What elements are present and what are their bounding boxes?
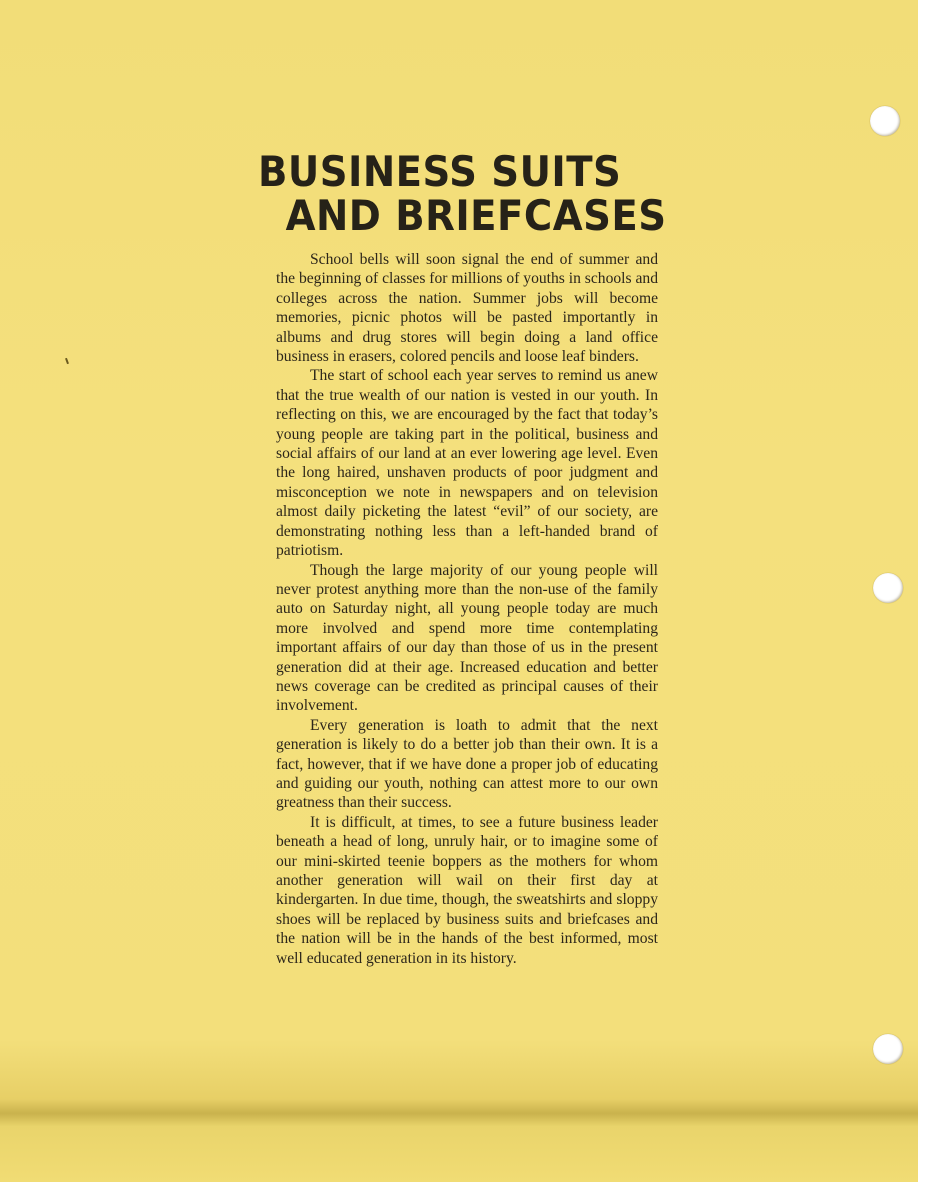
article-paragraph: Every generation is loath to admit that the next generation is likely to do a better job than their own. It is a fact, however, that if we have done a proper job of educating and guiding our youth, nothing can attest more to our own greatness than their success. — [276, 716, 658, 812]
article-paragraph: School bells will soon signal the end of summer and the beginning of classes for millions of youths in schools and colleges across the nation. Summer jobs will become memories, picnic photos will be pasted importantly in albums and drug stores will begin doing a land office business in erasers, colored pencils and loose leaf binders. — [276, 251, 659, 366]
article-body — [276, 250, 658, 968]
binder-hole-top — [870, 106, 900, 136]
binder-hole-middle — [873, 573, 903, 603]
headline-line-2: AND BRIEFCASES — [285, 191, 667, 240]
article-paragraph: The start of school each year serves to remind us anew that the true wealth of our nation is vested in our youth. In reflecting on this, we are encouraged by the fact that today’s young people are taking part in the political, business and social affairs of our land at an ever lowering age level. Even the long haired, unshaven products of poor judgment and misconception we note in newspapers and on television almost daily picketing the latest “evil” of our society, are demonstrating nothing less than a left-handed brand of patriotism. — [276, 367, 658, 560]
article-paragraph: It is difficult, at times, to see a future business leader beneath a head of long, unruly hair, or to imagine some of our mini-skirted teenie boppers as the mothers for whom another generation will wail on their first day at kindergarten. In due time, though, the sweatshirts and sloppy shoes will be replaced by business suits and briefcases and the nation will be in the hands of the best informed, most well educated generation in its history. — [276, 813, 658, 967]
headline-line-1: BUSINESS SUITS — [258, 147, 622, 196]
article-paragraph: Though the large majority of our young people will never protest anything more than the non-use of the family auto on Saturday night, all young people today are much more involved and spend more time contemplating important affairs of our day than those of us in the present generation did at their age. Increased education and better news coverage can be credited as principal causes of their involvement. — [276, 561, 658, 715]
page-right-margin — [918, 0, 927, 1200]
page-bottom-margin — [0, 1182, 927, 1200]
article-headline — [258, 147, 667, 240]
paper-speck — [65, 358, 69, 364]
binder-hole-bottom — [873, 1034, 903, 1064]
